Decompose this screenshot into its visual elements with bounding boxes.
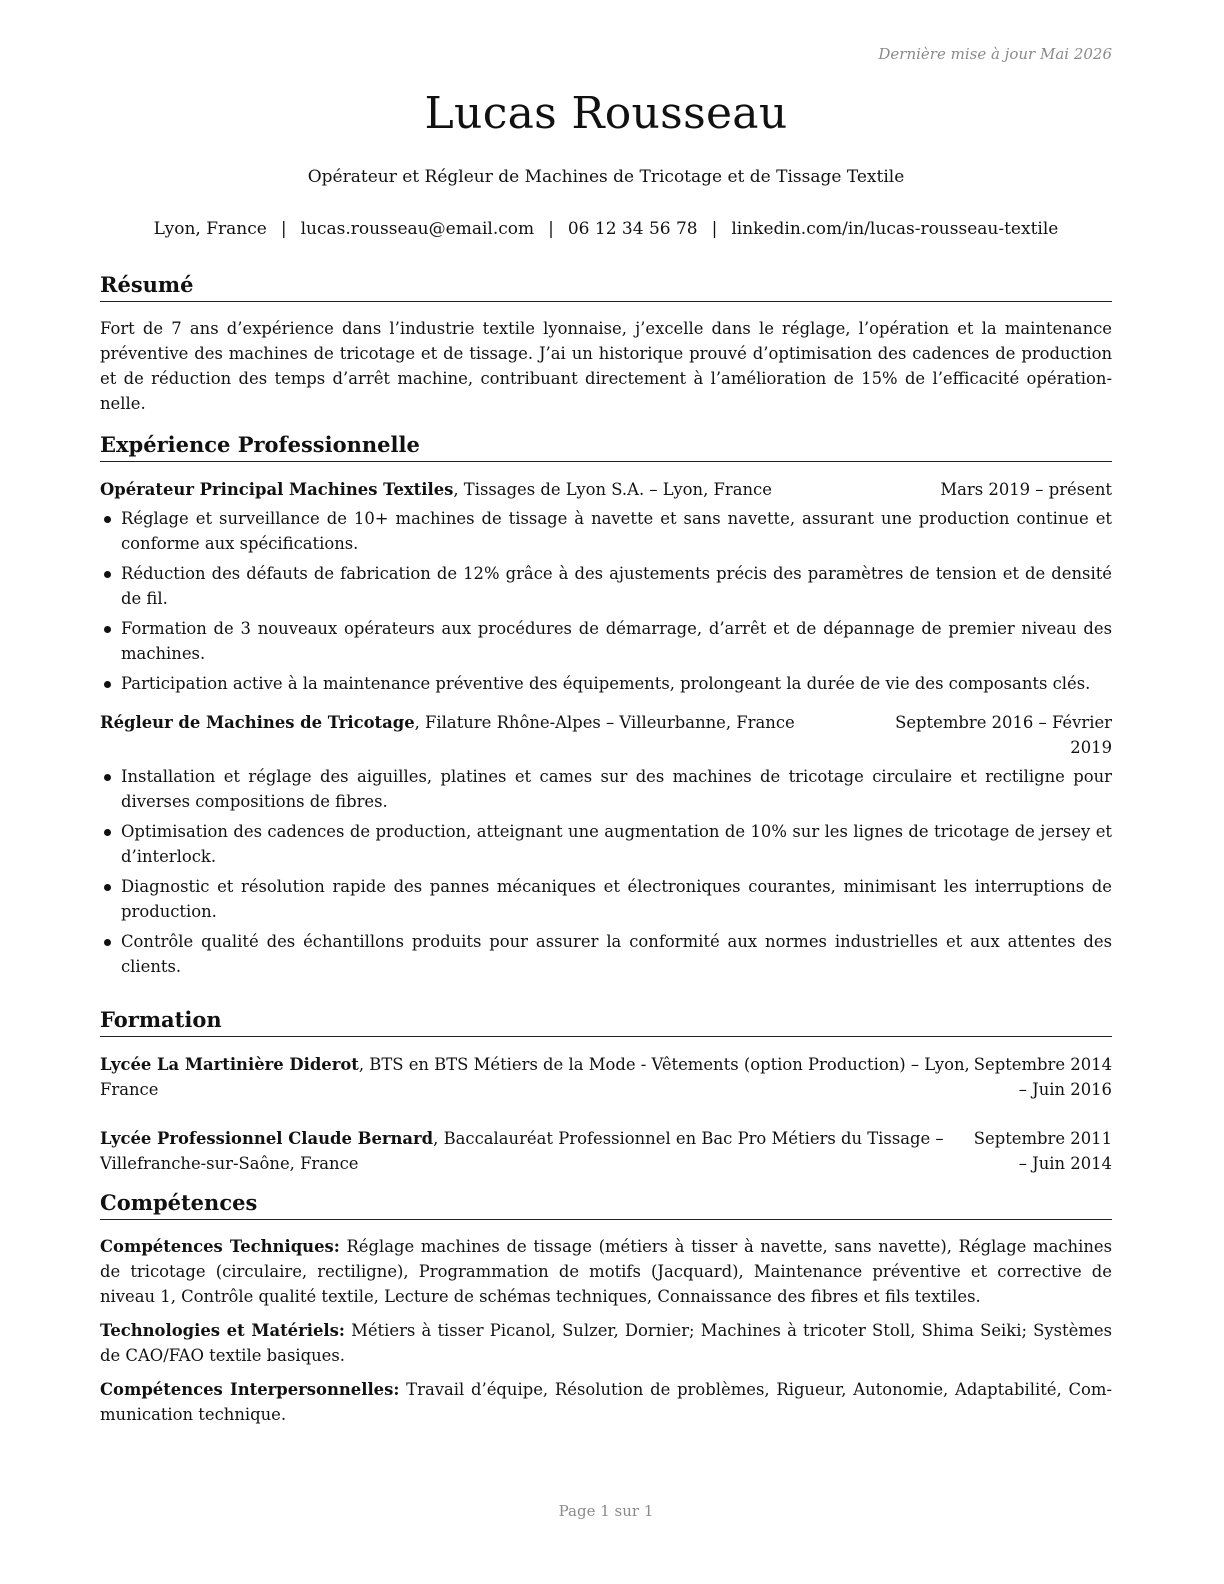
education-school: Lycée Professionnel Claude Bernard xyxy=(100,1129,434,1148)
skills-group xyxy=(100,1377,1112,1427)
resume-page xyxy=(100,0,1112,1584)
education-section xyxy=(100,1007,1112,1176)
contact-email[interactable]: lucas.rousseau@email.com xyxy=(300,219,535,239)
skills-label: Compétences Techniques: xyxy=(100,1237,340,1256)
skills-text: Réglage machines de tissage (métiers à tisser à navette, sans navette), Réglage machines de tricotage (circulaire, rectiligne), Programmation de motifs (Jacquard), Maintenance préventive et corrective de niveau 1, Contrôle qualité textile, Lecture de schémas techniques, Connaissance des fibres et fils textiles. xyxy=(100,1237,1112,1306)
job-dates: Mars 2019 – présent xyxy=(940,480,1112,499)
skills-section xyxy=(100,1190,1112,1427)
contact-separator: | xyxy=(280,219,287,239)
job-bullet: Participation active à la maintenance préventive des équipements, prolongeant la durée de vie des composants clés. xyxy=(100,671,1112,696)
contact-linkedin[interactable]: linkedin.com/in/lucas-rousseau-textile xyxy=(731,219,1059,239)
skills-title: Compétences xyxy=(100,1190,1112,1220)
contact-location: Lyon, France xyxy=(153,219,267,239)
job-role: Opérateur Principal Machines Textiles xyxy=(100,480,454,499)
job-company: , Filature Rhône-Alpes – Villeurbanne, France xyxy=(414,713,795,732)
job-dates: Septembre 2016 – Février 2019 xyxy=(895,713,1112,757)
education-dates: Septembre 2011 – Juin 2014 xyxy=(973,1129,1112,1173)
contact-separator: | xyxy=(548,219,554,239)
contact-phone: 06 12 34 56 78 xyxy=(567,219,698,239)
skills-group xyxy=(100,1318,1112,1368)
job-header xyxy=(100,710,1112,757)
summary-section xyxy=(100,272,1112,416)
job-bullet: Contrôle qualité des échantillons produits pour assurer la conformité aux normes industrielles et aux attentes des clients. xyxy=(100,929,1112,979)
job-role: Régleur de Machines de Tricotage xyxy=(100,713,415,732)
education-dates: Septembre 2014 – Juin 2016 xyxy=(973,1055,1112,1099)
education-detail: , BTS en BTS Métiers de la Mode - Vêtements (option Production) – Lyon, France xyxy=(100,1055,970,1099)
job-bullet: Diagnostic et résolution rapide des pannes mécaniques et électroniques courantes, minimisant les interruptions de production. xyxy=(100,874,1112,924)
job-bullet: Formation de 3 nouveaux opérateurs aux procédures de démarrage, d’arrêt et de dépannage de premier niveau des machines. xyxy=(100,616,1112,666)
last-updated-note: Dernière mise à jour Mai 2026 xyxy=(878,45,1112,63)
skills-text: Travail d’équipe, Résolution de problèmes, Rigueur, Autonomie, Adaptabilité, Communication technique. xyxy=(100,1380,1112,1424)
education-entry xyxy=(100,1126,1112,1176)
education-school: Lycée La Martinière Diderot xyxy=(100,1055,359,1074)
contact-line xyxy=(100,219,1112,239)
candidate-name: Lucas Rousseau xyxy=(424,88,788,139)
job-bullet: Installation et réglage des aiguilles, platines et cames sur des machines de tricotage circulaire et rectiligne pour diverses compositions de fibres. xyxy=(100,764,1112,814)
job-entry xyxy=(100,477,1112,696)
job-company: , Tissages de Lyon S.A. – Lyon, France xyxy=(453,480,772,499)
skills-label: Technologies et Matériels: xyxy=(100,1321,345,1340)
page-number: Page 1 sur 1 xyxy=(558,1502,654,1520)
job-entry xyxy=(100,710,1112,979)
experience-title: Expérience Professionnelle xyxy=(100,432,1112,462)
skills-label: Compétences Interpersonnelles: xyxy=(100,1380,400,1399)
summary-title: Résumé xyxy=(100,272,1112,302)
job-bullet: Réduction des défauts de fabrication de 12% grâce à des ajustements précis des paramètres de tension et de densité de fil. xyxy=(100,561,1112,611)
job-bullets xyxy=(100,506,1112,696)
job-bullets xyxy=(100,764,1112,979)
job-bullet: Réglage et surveillance de 10+ machines de tissage à navette et sans navette, assurant une production continue et conforme aux spécifications. xyxy=(100,506,1112,556)
summary-text: Fort de 7 ans d’expérience dans l’industrie textile lyonnaise, j’excelle dans le réglage, l’opération et la maintenance préventive des machines de tricotage et de tissage. J’ai un historique prouvé d’optimisation des cadences de production et de réduction des temps d’arrêt machine, contribuant directement à l’amélioration de 15% de l’efficacité opérationnelle. xyxy=(100,319,1112,413)
skills-group xyxy=(100,1234,1112,1309)
education-title: Formation xyxy=(100,1007,1112,1037)
job-bullet: Optimisation des cadences de production, atteignant une augmentation de 10% sur les lignes de tricotage de jersey et d’interlock. xyxy=(100,819,1112,869)
education-entry xyxy=(100,1052,1112,1102)
education-detail: , Baccalauréat Professionnel en Bac Pro Métiers du Tissage – Villefranche-sur-Saône, France xyxy=(100,1129,944,1173)
job-header xyxy=(100,477,1112,502)
skills-text: Métiers à tisser Picanol, Sulzer, Dornier; Machines à tricoter Stoll, Shima Seiki; Systèmes de CAO/FAO textile basiques. xyxy=(100,1321,1112,1365)
contact-separator: | xyxy=(711,219,718,239)
job-title: Opérateur et Régleur de Machines de Tricotage et de Tissage Textile xyxy=(307,167,905,187)
experience-section xyxy=(100,432,1112,984)
